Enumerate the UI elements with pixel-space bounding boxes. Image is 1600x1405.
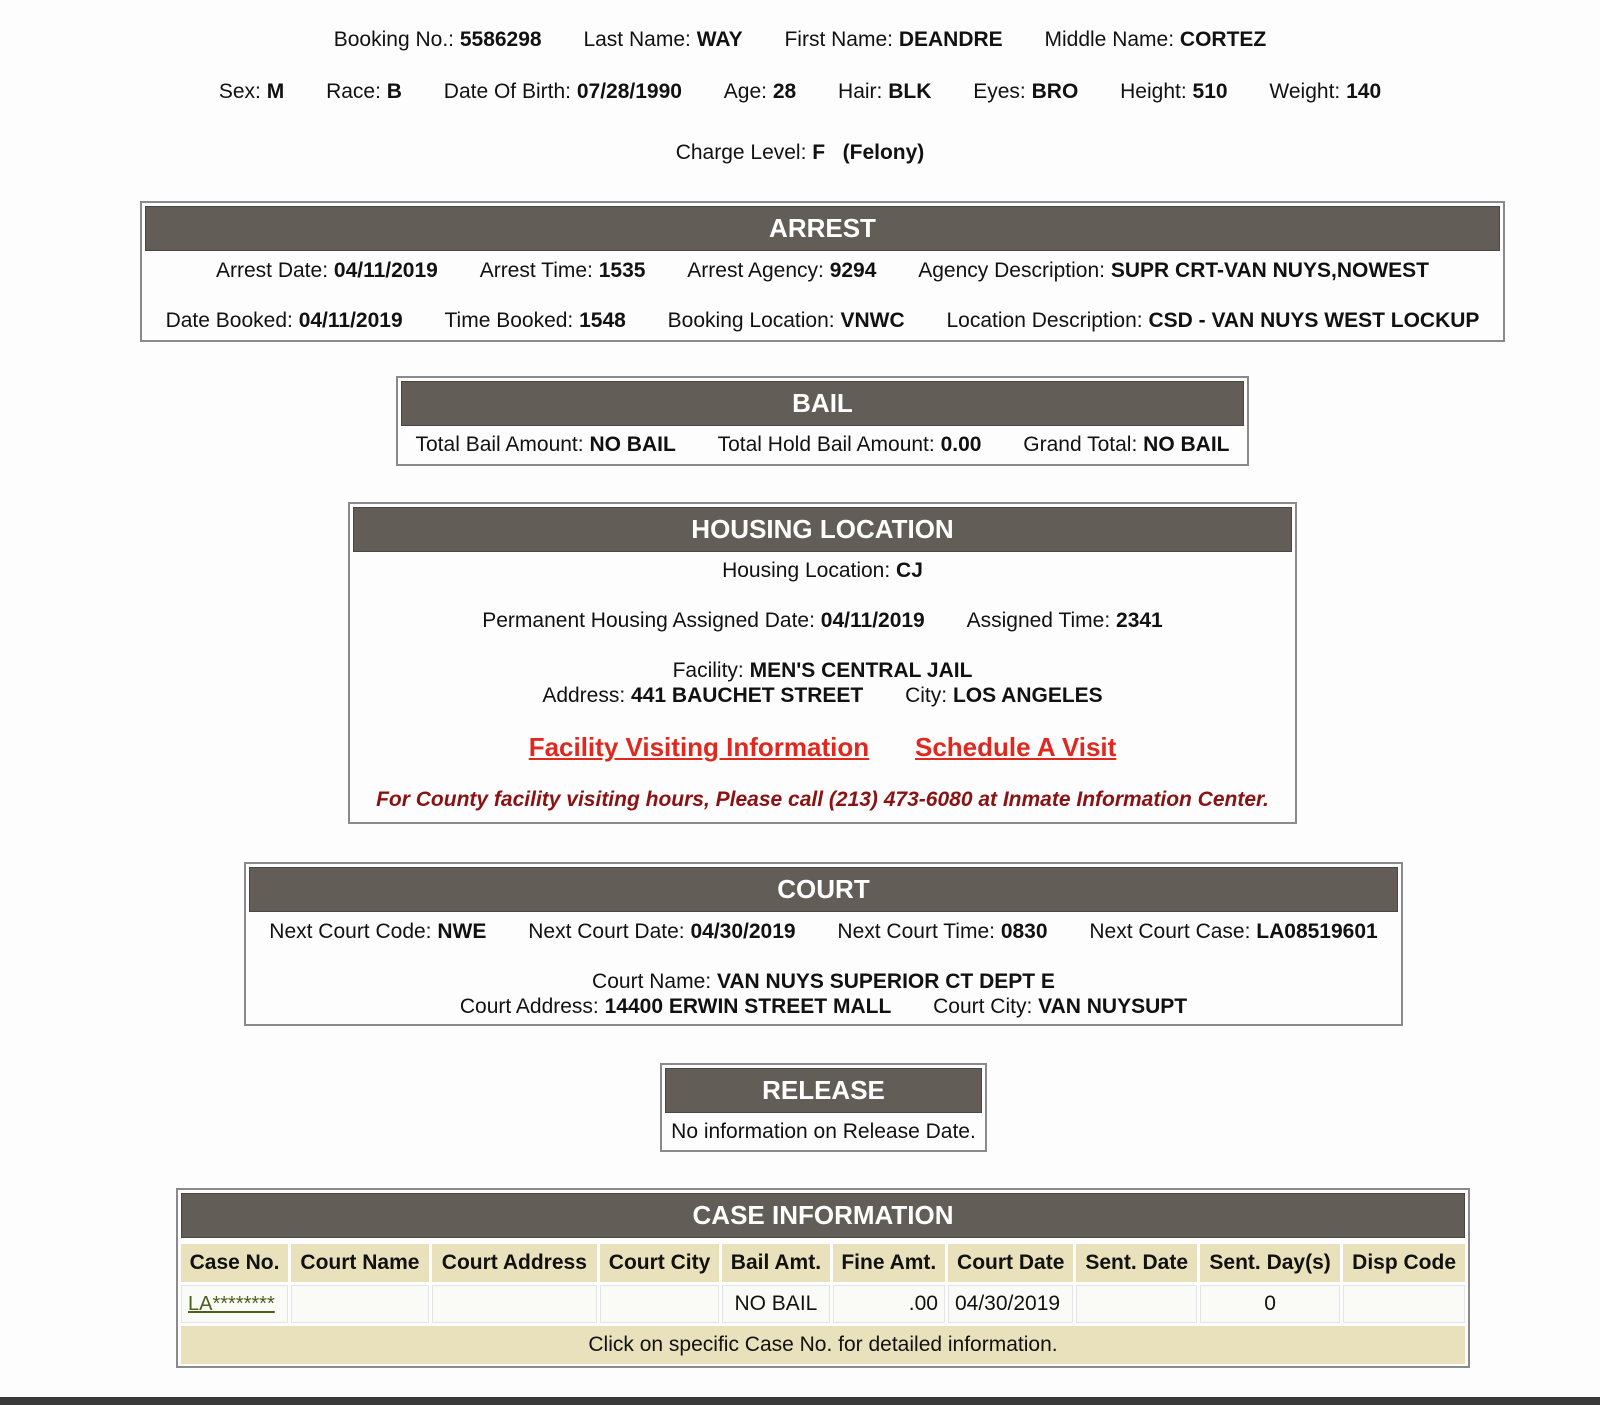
race-field: Race: B [326, 80, 402, 103]
col-sent-date: Sent. Date [1076, 1244, 1197, 1282]
bail-row: Total Bail Amount: NO BAIL Total Hold Bail Amount: 0.00 Grand Total: NO BAIL [415, 433, 1230, 456]
court-name-row: Court Name: VAN NUYS SUPERIOR CT DEPT E [592, 970, 1055, 993]
bail-title: BAIL [401, 381, 1244, 426]
time-booked-value: 1548 [579, 309, 626, 332]
first-name-field: First Name: DEANDRE [784, 28, 1003, 51]
col-court-date: Court Date [948, 1244, 1073, 1282]
col-court-address: Court Address [432, 1244, 597, 1282]
housing-location-row: Housing Location: CJ [722, 559, 923, 582]
court-city-cell [600, 1285, 719, 1323]
first-name-value: DEANDRE [898, 28, 1003, 51]
arrest-time-value: 1535 [598, 259, 646, 282]
hair-field: Hair: BLK [838, 80, 932, 103]
hold-bail-value: 0.00 [940, 433, 982, 456]
fine-amt-cell: .00 [833, 1285, 945, 1323]
bottom-edge-bar [0, 1397, 1600, 1405]
table-row [181, 1285, 1465, 1323]
court-date-value: 04/30/2019 [690, 920, 796, 943]
bail-amt-cell: NO BAIL [722, 1285, 829, 1323]
arrest-panel [140, 201, 1505, 342]
case-table-footer [181, 1326, 1465, 1364]
court-time-value: 0830 [1000, 920, 1048, 943]
booking-no-value: 5586298 [459, 28, 542, 51]
charge-level-desc: (Felony) [842, 141, 925, 164]
arrest-date-value: 04/11/2019 [333, 259, 438, 282]
court-panel [244, 862, 1403, 1026]
identity-row [0, 28, 1600, 52]
visiting-hours-notice: For County facility visiting hours, Please call (213) 473-6080 at Inmate Information Center. [376, 788, 1269, 811]
court-address-cell [432, 1285, 597, 1323]
arrest-title: ARREST [145, 206, 1500, 251]
col-bail-amt: Bail Amt. [722, 1244, 829, 1282]
facility-address-value: 441 BAUCHET STREET [631, 684, 864, 707]
facility-city-value: LOS ANGELES [952, 684, 1103, 707]
booking-location-value: VNWC [840, 309, 905, 332]
case-table [178, 1241, 1468, 1367]
court-city-value: VAN NUYSUPT [1038, 995, 1188, 1018]
charge-level-row: Charge Level: F (Felony) [675, 141, 925, 164]
bail-panel [396, 376, 1249, 466]
location-desc-value: CSD - VAN NUYS WEST LOCKUP [1148, 309, 1480, 332]
arrest-row-1: Arrest Date: 04/11/2019 Arrest Time: 1535 Arrest Agency: 9294 Agency Description: SUPR CRT-VAN NUYS,NOWEST [216, 259, 1429, 282]
assigned-time-value: 2341 [1116, 609, 1163, 632]
agency-desc-value: SUPR CRT-VAN NUYS,NOWEST [1110, 259, 1429, 282]
middle-name-field: Middle Name: CORTEZ [1044, 28, 1267, 51]
last-name-value: WAY [696, 28, 743, 51]
arrest-row-2: Date Booked: 04/11/2019 Time Booked: 1548 Booking Location: VNWC Location Description: CSD - VAN NUYS WEST LOCKUP [165, 309, 1480, 332]
sent-date-cell [1076, 1285, 1197, 1323]
col-case-no: Case No. [181, 1244, 288, 1282]
col-fine-amt: Fine Amt. [833, 1244, 945, 1282]
weight-field: Weight: 140 [1269, 80, 1382, 103]
date-booked-value: 04/11/2019 [298, 309, 403, 332]
facility-row: Facility: MEN'S CENTRAL JAIL [672, 659, 973, 682]
housing-title: HOUSING LOCATION [353, 507, 1292, 552]
case-no-link[interactable]: LA******** [188, 1293, 275, 1315]
court-date-cell: 04/30/2019 [948, 1285, 1073, 1323]
middle-name-value: CORTEZ [1179, 28, 1267, 51]
release-panel [660, 1063, 987, 1152]
booking-no-field: Booking No.: 5586298 [333, 28, 542, 51]
release-title: RELEASE [665, 1068, 982, 1113]
court-name-value: VAN NUYS SUPERIOR CT DEPT E [716, 970, 1055, 993]
age-field: Age: 28 [723, 80, 797, 103]
facility-visiting-info-link[interactable]: Facility Visiting Information [528, 732, 870, 762]
charge-level-value: F [812, 141, 826, 164]
height-field: Height: 510 [1120, 80, 1228, 103]
court-title: COURT [249, 867, 1398, 912]
case-no-cell [181, 1285, 288, 1323]
housing-location-value: CJ [896, 559, 923, 582]
facility-address-row: Address: 441 BAUCHET STREET City: LOS ANGELES [542, 684, 1103, 707]
last-name-field: Last Name: WAY [583, 28, 743, 51]
court-case-value: LA08519601 [1256, 920, 1378, 943]
court-name-cell [291, 1285, 429, 1323]
sent-days-cell: 0 [1200, 1285, 1340, 1323]
physical-row [0, 80, 1600, 104]
total-bail-value: NO BAIL [589, 433, 676, 456]
col-court-city: Court City [600, 1244, 719, 1282]
release-text: No information on Release Date. [671, 1120, 976, 1143]
col-court-name: Court Name [291, 1244, 429, 1282]
case-footer-note: Click on specific Case No. for detailed information. [181, 1326, 1465, 1364]
col-sent-days: Sent. Day(s) [1200, 1244, 1340, 1282]
housing-assigned-row: Permanent Housing Assigned Date: 04/11/2019 Assigned Time: 2341 [482, 609, 1163, 632]
housing-panel [348, 502, 1297, 824]
grand-total-value: NO BAIL [1143, 433, 1230, 456]
assigned-date-value: 04/11/2019 [820, 609, 925, 632]
schedule-visit-link[interactable]: Schedule A Visit [914, 732, 1117, 762]
dob-field: Date Of Birth: 07/28/1990 [443, 80, 682, 103]
arrest-agency-value: 9294 [829, 259, 877, 282]
case-info-title: CASE INFORMATION [181, 1193, 1465, 1238]
court-row-1: Next Court Code: NWE Next Court Date: 04/30/2019 Next Court Time: 0830 Next Court Case: LA08519601 [269, 920, 1378, 943]
sex-field: Sex: M [218, 80, 285, 103]
case-table-header [181, 1244, 1465, 1282]
case-info-panel [176, 1188, 1470, 1368]
disp-code-cell [1343, 1285, 1465, 1323]
court-address-value: 14400 ERWIN STREET MALL [604, 995, 892, 1018]
eyes-field: Eyes: BRO [973, 80, 1079, 103]
court-code-value: NWE [437, 920, 487, 943]
court-address-row: Court Address: 14400 ERWIN STREET MALL Court City: VAN NUYSUPT [459, 995, 1188, 1018]
facility-value: MEN'S CENTRAL JAIL [749, 659, 973, 682]
housing-links-row [350, 732, 1295, 763]
col-disp-code: Disp Code [1343, 1244, 1465, 1282]
